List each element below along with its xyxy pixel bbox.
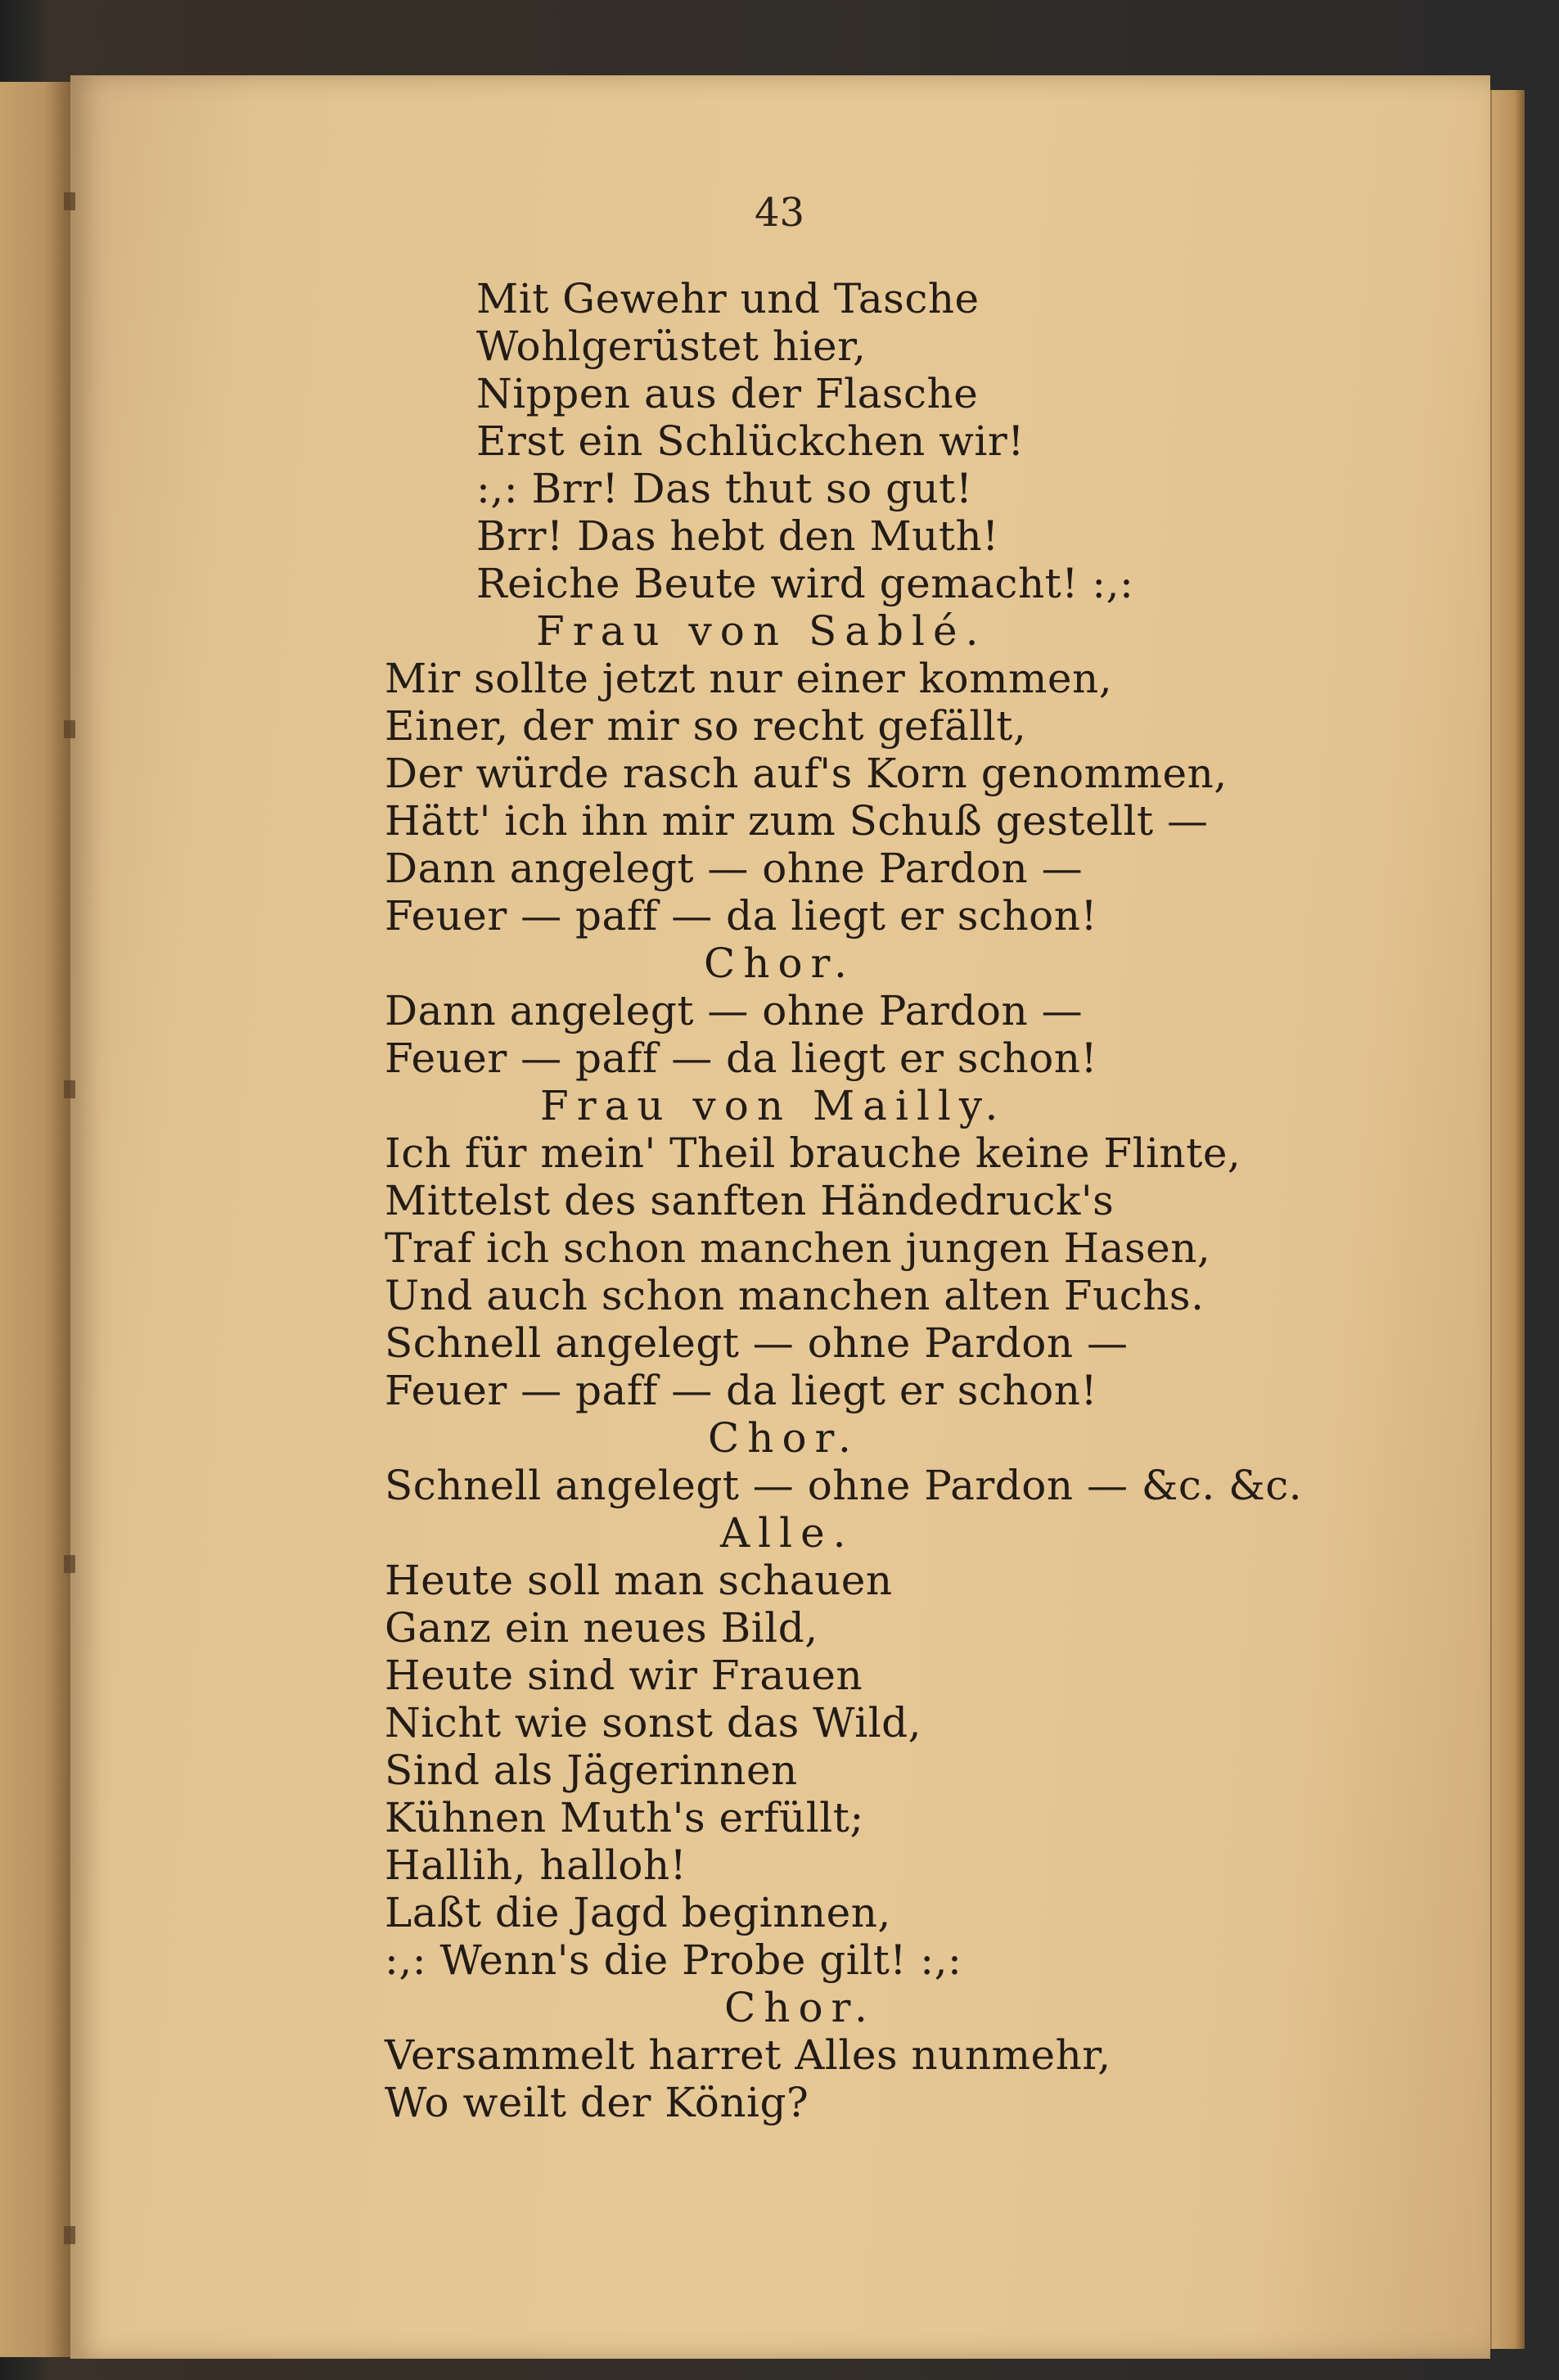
speaker-heading: Frau von Mailly. [540, 1082, 1007, 1129]
text-line: Dann angelegt — ohne Pardon — [385, 987, 1084, 1034]
text-line: Feuer — paff — da liegt er schon! [385, 1367, 1098, 1414]
text-line: Mittelst des sanften Händedruck's [385, 1177, 1115, 1224]
page-number: 43 [754, 190, 805, 236]
speaker-heading: Frau von Sablé. [536, 607, 987, 655]
text-line: Ich für mein' Theil brauche keine Flinte, [385, 1129, 1241, 1177]
text-line: Traf ich schon manchen jungen Hasen, [385, 1224, 1211, 1272]
text-line: Und auch schon manchen alten Fuchs. [385, 1272, 1205, 1319]
text-line: :,: Brr! Das thut so gut! [476, 465, 973, 512]
text-line: :,: Wenn's die Probe gilt! :,: [385, 1936, 962, 1984]
text-line: Kühnen Muth's erfüllt; [385, 1794, 864, 1841]
text-line: Wohlgerüstet hier, [476, 322, 867, 370]
text-line: Feuer — paff — da liegt er schon! [385, 892, 1098, 940]
speaker-heading: Chor. [724, 1984, 876, 2031]
text-line: Schnell angelegt — ohne Pardon — [385, 1319, 1129, 1367]
text-line: Heute sind wir Frauen [385, 1652, 863, 1699]
text-line: Der würde rasch auf's Korn genommen, [385, 750, 1228, 797]
text-line: Nicht wie sonst das Wild, [385, 1699, 922, 1747]
binding-thread [64, 1080, 75, 1098]
speaker-heading: Alle. [720, 1509, 854, 1557]
right-page-edge [1490, 90, 1525, 2349]
text-line: Mir sollte jetzt nur einer kommen, [385, 655, 1113, 702]
text-line: Heute soll man schauen [385, 1557, 893, 1604]
text-line: Einer, der mir so recht gefällt, [385, 702, 1027, 750]
text-line: Hätt' ich ihn mir zum Schuß gestellt — [385, 797, 1209, 845]
text-line: Feuer — paff — da liegt er schon! [385, 1034, 1098, 1082]
text-line: Wo weilt der König? [385, 2079, 809, 2126]
text-line: Dann angelegt — ohne Pardon — [385, 845, 1084, 892]
text-line: Laßt die Jagd beginnen, [385, 1889, 891, 1936]
text-line: Hallih, halloh! [385, 1841, 687, 1889]
binding-thread [64, 1555, 75, 1573]
binding-thread [64, 2226, 75, 2244]
text-line: Reiche Beute wird gemacht! :,: [476, 560, 1134, 607]
text-line: Nippen aus der Flasche [476, 370, 979, 417]
text-line: Schnell angelegt — ohne Pardon — &c. &c. [385, 1462, 1303, 1509]
binding-thread [64, 720, 75, 738]
text-line: Sind als Jägerinnen [385, 1747, 798, 1794]
speaker-heading: Chor. [704, 940, 855, 987]
text-line: Brr! Das hebt den Muth! [476, 512, 999, 560]
text-line: Erst ein Schlückchen wir! [476, 417, 1025, 465]
text-line: Ganz ein neues Bild, [385, 1604, 818, 1652]
speaker-heading: Chor. [708, 1414, 859, 1462]
text-line: Mit Gewehr und Tasche [476, 275, 980, 322]
left-page-edge [0, 82, 78, 2357]
text-line: Versammelt harret Alles nunmehr, [385, 2031, 1111, 2079]
